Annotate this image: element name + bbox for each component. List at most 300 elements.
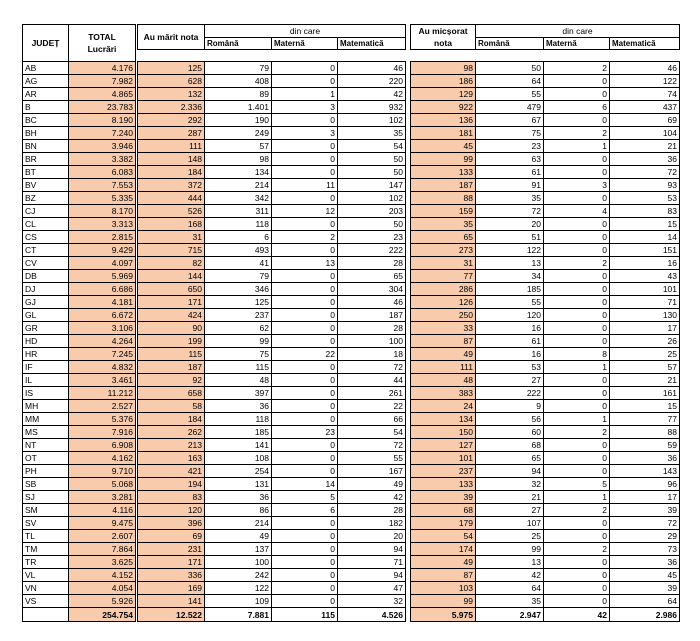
increased-materna-cell: 14: [272, 478, 338, 491]
increased-matematica-cell: 65: [338, 270, 406, 283]
increased-matematica-cell: 102: [338, 114, 406, 127]
increased-matematica-cell: 22: [338, 400, 406, 413]
increased-cell: 650: [138, 283, 205, 296]
increased-cell: 658: [138, 387, 205, 400]
decreased-romana-cell: 185: [476, 283, 544, 296]
increased-matematica-cell: 147: [338, 179, 406, 192]
county-code: DJ: [23, 283, 69, 296]
decreased-materna-cell: 0: [544, 75, 610, 88]
table-row: [411, 491, 680, 504]
increased-cell: 92: [138, 374, 205, 387]
county-code: SM: [23, 504, 69, 517]
decreased-romana-cell: 63: [476, 153, 544, 166]
total-cell: 3.946: [69, 140, 136, 153]
header-romana-increased: Română: [205, 38, 272, 50]
decreased-materna-cell: 0: [544, 88, 610, 101]
decreased-matematica-cell: 104: [610, 127, 680, 140]
table-row: [23, 426, 136, 439]
table-row: [138, 205, 406, 218]
decreased-matematica-cell: 59: [610, 439, 680, 452]
decreased-cell: 383: [411, 387, 476, 400]
increased-romana-cell: 141: [205, 439, 272, 452]
decreased-romana-cell: 222: [476, 387, 544, 400]
decreased-romana-cell: 107: [476, 517, 544, 530]
total-cell: 3.461: [69, 374, 136, 387]
decreased-matematica-cell: 101: [610, 283, 680, 296]
increased-cell: 262: [138, 426, 205, 439]
table-row: [23, 114, 136, 127]
increased-matematica-cell: 32: [338, 595, 406, 608]
table-row: [138, 413, 406, 426]
increased-materna-cell: 22: [272, 348, 338, 361]
decreased-romana-cell: 20: [476, 218, 544, 231]
totals-blank: [23, 608, 69, 622]
table-row: [411, 257, 680, 270]
decreased-materna-cell: 0: [544, 296, 610, 309]
increased-cell: 2.336: [138, 101, 205, 114]
header-materna-decreased: Maternă: [544, 38, 610, 50]
decreased-materna-cell: 0: [544, 582, 610, 595]
increased-cell: 168: [138, 218, 205, 231]
decreased-cell: 159: [411, 205, 476, 218]
table-row: [411, 88, 680, 101]
county-code: CL: [23, 218, 69, 231]
decreased-matematica-cell: 25: [610, 348, 680, 361]
table-row: [138, 387, 406, 400]
decreased-materna-cell: 0: [544, 244, 610, 257]
decreased-matematica-cell: 151: [610, 244, 680, 257]
decreased-cell: 99: [411, 153, 476, 166]
total-cell: 4.832: [69, 361, 136, 374]
increased-cell: 396: [138, 517, 205, 530]
county-code: CS: [23, 231, 69, 244]
header-din-care-increased: din care: [205, 25, 406, 38]
decreased-romana-cell: 35: [476, 595, 544, 608]
increased-romana-cell: 89: [205, 88, 272, 101]
increased-materna-cell: 0: [272, 543, 338, 556]
table-row: [138, 127, 406, 140]
decreased-romana-cell: 68: [476, 439, 544, 452]
decreased-materna-cell: 2: [544, 426, 610, 439]
total-cell: 9.429: [69, 244, 136, 257]
increased-matematica-cell: 102: [338, 192, 406, 205]
decreased-cell: 39: [411, 491, 476, 504]
decreased-materna-cell: 1: [544, 140, 610, 153]
decreased-materna-cell: 1: [544, 413, 610, 426]
increased-matematica-cell: 167: [338, 465, 406, 478]
decreased-cell: 150: [411, 426, 476, 439]
decreased-grade-table: [410, 24, 680, 622]
increased-matematica-cell: 46: [338, 296, 406, 309]
decreased-cell: 68: [411, 504, 476, 517]
table-row: [411, 543, 680, 556]
total-cell: 4.152: [69, 569, 136, 582]
increased-cell: 58: [138, 400, 205, 413]
increased-materna-cell: 0: [272, 244, 338, 257]
table-row: [138, 478, 406, 491]
county-code: MH: [23, 400, 69, 413]
total-cell: 7.916: [69, 426, 136, 439]
increased-romana-cell: 190: [205, 114, 272, 127]
table-row: [23, 192, 136, 205]
increased-romana-total: 7.881: [205, 608, 272, 622]
table-row: [138, 283, 406, 296]
table-row: [23, 62, 136, 75]
decreased-materna-cell: 0: [544, 270, 610, 283]
increased-materna-cell: 0: [272, 62, 338, 75]
table-row: [138, 114, 406, 127]
decreased-romana-cell: 16: [476, 322, 544, 335]
table-row: [138, 348, 406, 361]
table-row: [411, 335, 680, 348]
decreased-matematica-cell: 17: [610, 491, 680, 504]
decreased-romana-cell: 61: [476, 335, 544, 348]
county-code: PH: [23, 465, 69, 478]
decreased-cell: 49: [411, 348, 476, 361]
table-row: [138, 569, 406, 582]
decreased-matematica-cell: 16: [610, 257, 680, 270]
total-cell: 7.240: [69, 127, 136, 140]
table-row: [411, 244, 680, 257]
table-row: [138, 270, 406, 283]
total-cell: 7.245: [69, 348, 136, 361]
total-cell: 3.313: [69, 218, 136, 231]
header-matematica-increased: Matematică: [338, 38, 406, 50]
county-code: BR: [23, 153, 69, 166]
decreased-romana-cell: 56: [476, 413, 544, 426]
decreased-cell: 31: [411, 257, 476, 270]
table-row: [411, 309, 680, 322]
increased-romana-cell: 99: [205, 335, 272, 348]
table-row: [138, 153, 406, 166]
increased-cell: 184: [138, 166, 205, 179]
decreased-materna-total: 42: [544, 608, 610, 622]
table-row: [23, 244, 136, 257]
table-row: [138, 322, 406, 335]
increased-cell: 163: [138, 452, 205, 465]
decreased-matematica-cell: 437: [610, 101, 680, 114]
table-row: [411, 153, 680, 166]
increased-materna-cell: 3: [272, 127, 338, 140]
increased-romana-cell: 131: [205, 478, 272, 491]
total-cell: 6.686: [69, 283, 136, 296]
table-row: [138, 75, 406, 88]
total-cell: 8.170: [69, 205, 136, 218]
table-row: [23, 569, 136, 582]
decreased-materna-cell: 0: [544, 309, 610, 322]
increased-matematica-cell: 304: [338, 283, 406, 296]
county-code: NT: [23, 439, 69, 452]
increased-romana-cell: 6: [205, 231, 272, 244]
increased-materna-cell: 13: [272, 257, 338, 270]
table-row: [411, 452, 680, 465]
increased-romana-cell: 493: [205, 244, 272, 257]
table-row: [138, 231, 406, 244]
county-code: TR: [23, 556, 69, 569]
increased-matematica-cell: 220: [338, 75, 406, 88]
increased-matematica-cell: 47: [338, 582, 406, 595]
increased-cell: 526: [138, 205, 205, 218]
decreased-cell: 35: [411, 218, 476, 231]
increased-matematica-cell: 72: [338, 439, 406, 452]
decreased-materna-cell: 5: [544, 478, 610, 491]
table-row: [411, 270, 680, 283]
increased-romana-cell: 342: [205, 192, 272, 205]
increased-cell: 194: [138, 478, 205, 491]
increased-materna-cell: 2: [272, 231, 338, 244]
increased-materna-cell: 0: [272, 140, 338, 153]
decreased-matematica-cell: 15: [610, 400, 680, 413]
increased-cell: 90: [138, 322, 205, 335]
table-row: [411, 62, 680, 75]
increased-romana-cell: 118: [205, 218, 272, 231]
increased-cell: 132: [138, 88, 205, 101]
increased-cell: 111: [138, 140, 205, 153]
table-row: [138, 101, 406, 114]
table-row: [138, 361, 406, 374]
increased-romana-cell: 214: [205, 517, 272, 530]
increased-romana-cell: 36: [205, 491, 272, 504]
increased-materna-cell: 23: [272, 426, 338, 439]
table-row: [411, 205, 680, 218]
decreased-romana-cell: 65: [476, 452, 544, 465]
decreased-matematica-cell: 83: [610, 205, 680, 218]
increased-matematica-cell: 203: [338, 205, 406, 218]
county-code: AB: [23, 62, 69, 75]
table-row: [138, 192, 406, 205]
decreased-cell: 174: [411, 543, 476, 556]
table-row: [411, 504, 680, 517]
total-cell: 5.068: [69, 478, 136, 491]
decreased-romana-cell: 122: [476, 244, 544, 257]
increased-matematica-cell: 28: [338, 322, 406, 335]
table-row: [23, 400, 136, 413]
increased-materna-cell: 0: [272, 166, 338, 179]
increased-romana-cell: 185: [205, 426, 272, 439]
table-row: [23, 88, 136, 101]
table-row: [23, 101, 136, 114]
increased-matematica-cell: 54: [338, 426, 406, 439]
table-row: [23, 218, 136, 231]
table-row: [23, 153, 136, 166]
increased-matematica-cell: 50: [338, 218, 406, 231]
county-code: AG: [23, 75, 69, 88]
increased-cell: 199: [138, 335, 205, 348]
decreased-romana-cell: 9: [476, 400, 544, 413]
header-matematica-decreased: Matematică: [610, 38, 680, 50]
totals-row: [23, 608, 136, 622]
table-row: [138, 465, 406, 478]
decreased-materna-cell: 2: [544, 504, 610, 517]
increased-matematica-cell: 71: [338, 556, 406, 569]
table-row: [138, 296, 406, 309]
total-cell: 11.212: [69, 387, 136, 400]
decreased-matematica-cell: 71: [610, 296, 680, 309]
table-row: [23, 452, 136, 465]
increased-matematica-cell: 187: [338, 309, 406, 322]
increased-romana-cell: 137: [205, 543, 272, 556]
decreased-materna-cell: 0: [544, 153, 610, 166]
header-total: TOTAL Lucrări: [69, 25, 136, 62]
increased-materna-cell: 0: [272, 387, 338, 400]
increased-romana-cell: 98: [205, 153, 272, 166]
increased-matematica-cell: 50: [338, 153, 406, 166]
table-row: [138, 62, 406, 75]
increased-matematica-cell: 46: [338, 62, 406, 75]
county-code: TL: [23, 530, 69, 543]
total-cell: 9.710: [69, 465, 136, 478]
increased-romana-cell: 118: [205, 413, 272, 426]
decreased-matematica-cell: 26: [610, 335, 680, 348]
decreased-materna-cell: 0: [544, 569, 610, 582]
table-row: [23, 231, 136, 244]
increased-materna-cell: 0: [272, 270, 338, 283]
total-cell: 5.926: [69, 595, 136, 608]
table-row: [411, 283, 680, 296]
increased-matematica-cell: 28: [338, 257, 406, 270]
table-row: [23, 75, 136, 88]
increased-total-cell: 12.522: [138, 608, 205, 622]
increased-romana-cell: 122: [205, 582, 272, 595]
increased-materna-cell: 5: [272, 491, 338, 504]
total-cell: 2.607: [69, 530, 136, 543]
table-row: [138, 140, 406, 153]
table-row: [411, 517, 680, 530]
increased-romana-cell: 134: [205, 166, 272, 179]
decreased-matematica-cell: 17: [610, 322, 680, 335]
decreased-cell: 133: [411, 478, 476, 491]
increased-matematica-cell: 66: [338, 413, 406, 426]
header-romana-decreased: Română: [476, 38, 544, 50]
increased-romana-cell: 75: [205, 348, 272, 361]
decreased-matematica-cell: 45: [610, 569, 680, 582]
county-code: AR: [23, 88, 69, 101]
total-cell: 3.625: [69, 556, 136, 569]
table-row: [23, 296, 136, 309]
county-code: VS: [23, 595, 69, 608]
county-code: GR: [23, 322, 69, 335]
decreased-matematica-cell: 21: [610, 374, 680, 387]
table-row: [411, 322, 680, 335]
table-row: [23, 478, 136, 491]
table-row: [23, 504, 136, 517]
total-cell: 4.162: [69, 452, 136, 465]
table-row: [411, 530, 680, 543]
table-row: [411, 478, 680, 491]
decreased-romana-cell: 91: [476, 179, 544, 192]
table-row: [23, 361, 136, 374]
header-decreased: Au micșorat nota: [411, 25, 476, 50]
decreased-materna-cell: 0: [544, 374, 610, 387]
decreased-cell: 237: [411, 465, 476, 478]
increased-cell: 231: [138, 543, 205, 556]
decreased-cell: 129: [411, 88, 476, 101]
total-cell: 4.097: [69, 257, 136, 270]
increased-materna-cell: 0: [272, 465, 338, 478]
decreased-cell: 87: [411, 335, 476, 348]
table-row: [411, 595, 680, 608]
increased-romana-cell: 108: [205, 452, 272, 465]
decreased-cell: 111: [411, 361, 476, 374]
decreased-romana-cell: 55: [476, 296, 544, 309]
county-code: IS: [23, 387, 69, 400]
decreased-romana-cell: 55: [476, 88, 544, 101]
decreased-cell: 127: [411, 439, 476, 452]
county-code: BV: [23, 179, 69, 192]
decreased-matematica-cell: 161: [610, 387, 680, 400]
decreased-cell: 136: [411, 114, 476, 127]
increased-matematica-cell: 932: [338, 101, 406, 114]
decreased-romana-cell: 25: [476, 530, 544, 543]
decreased-matematica-cell: 53: [610, 192, 680, 205]
total-cell: 4.264: [69, 335, 136, 348]
table-row: [411, 166, 680, 179]
decreased-cell: 98: [411, 62, 476, 75]
decreased-romana-cell: 35: [476, 192, 544, 205]
decreased-materna-cell: 0: [544, 192, 610, 205]
increased-materna-cell: 12: [272, 205, 338, 218]
decreased-romana-cell: 75: [476, 127, 544, 140]
increased-romana-cell: 36: [205, 400, 272, 413]
county-code: BZ: [23, 192, 69, 205]
decreased-romana-cell: 61: [476, 166, 544, 179]
table-row: [138, 439, 406, 452]
table-row: [411, 426, 680, 439]
decreased-matematica-cell: 130: [610, 309, 680, 322]
decreased-materna-cell: 0: [544, 517, 610, 530]
decreased-cell: 103: [411, 582, 476, 595]
county-code: SV: [23, 517, 69, 530]
total-cell: 5.335: [69, 192, 136, 205]
decreased-cell: 24: [411, 400, 476, 413]
total-cell: 7.982: [69, 75, 136, 88]
increased-matematica-cell: 35: [338, 127, 406, 140]
increased-materna-cell: 0: [272, 400, 338, 413]
county-code: SJ: [23, 491, 69, 504]
decreased-materna-cell: 2: [544, 543, 610, 556]
decreased-romana-cell: 94: [476, 465, 544, 478]
decreased-cell: 273: [411, 244, 476, 257]
decreased-matematica-cell: 93: [610, 179, 680, 192]
decreased-materna-cell: 2: [544, 62, 610, 75]
county-code: SB: [23, 478, 69, 491]
table-row: [138, 556, 406, 569]
increased-romana-cell: 48: [205, 374, 272, 387]
decreased-romana-cell: 34: [476, 270, 544, 283]
table-row: [23, 166, 136, 179]
increased-romana-cell: 254: [205, 465, 272, 478]
decreased-materna-cell: 0: [544, 400, 610, 413]
increased-romana-cell: 346: [205, 283, 272, 296]
decreased-materna-cell: 0: [544, 322, 610, 335]
table-row: [411, 296, 680, 309]
increased-romana-cell: 79: [205, 62, 272, 75]
county-code: VN: [23, 582, 69, 595]
table-row: [411, 374, 680, 387]
county-code: TM: [23, 543, 69, 556]
county-code: BH: [23, 127, 69, 140]
increased-romana-cell: 86: [205, 504, 272, 517]
increased-materna-cell: 0: [272, 283, 338, 296]
decreased-matematica-cell: 64: [610, 595, 680, 608]
increased-cell: 184: [138, 413, 205, 426]
decreased-matematica-cell: 15: [610, 218, 680, 231]
increased-matematica-cell: 28: [338, 504, 406, 517]
header-din-care-decreased: din care: [476, 25, 680, 38]
increased-cell: 421: [138, 465, 205, 478]
increased-cell: 120: [138, 504, 205, 517]
decreased-cell: 126: [411, 296, 476, 309]
